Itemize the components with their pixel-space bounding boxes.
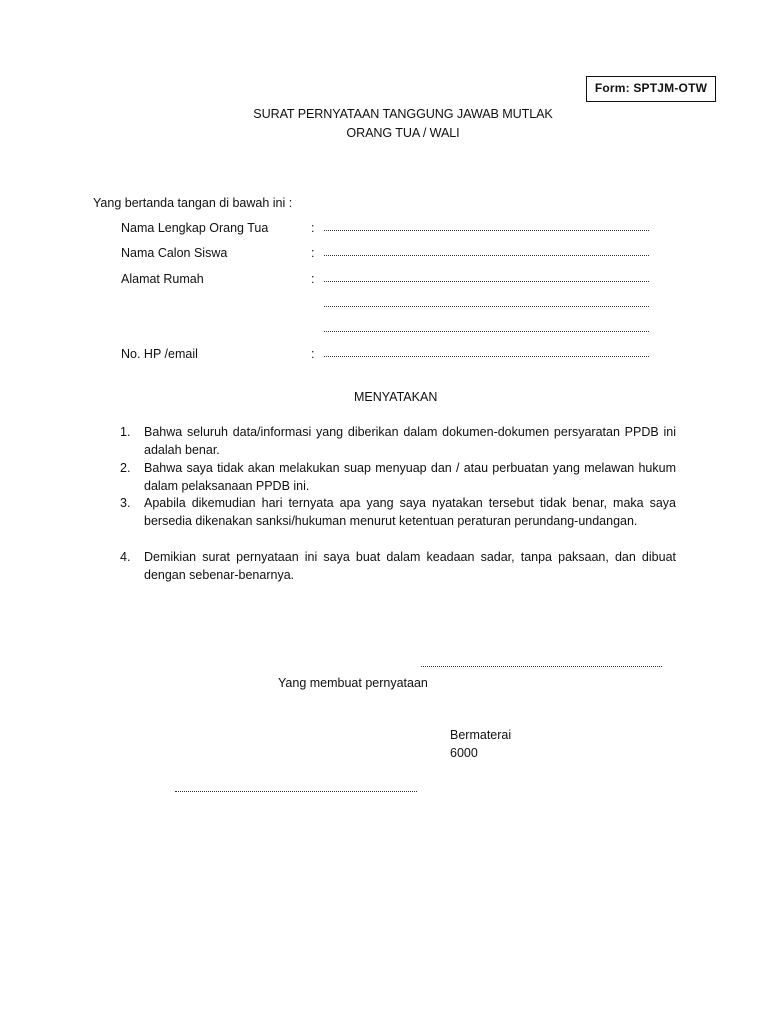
statement-number: 3. — [120, 496, 131, 510]
statement-item — [120, 549, 676, 585]
form-code-text: Form: SPTJM-OTW — [594, 81, 708, 95]
place-date-field[interactable] — [421, 666, 662, 667]
field-label-phone-email: No. HP /email — [121, 347, 198, 361]
field-colon: : — [311, 221, 315, 235]
statement-item — [120, 460, 676, 496]
statement-number: 2. — [120, 461, 131, 475]
parent-name-field[interactable] — [324, 230, 649, 231]
phone-email-field[interactable] — [324, 356, 649, 357]
statement-text: Demikian surat pernyataan ini saya buat dalam keadaan sadar, tanpa paksaan, dan dibuat dengan sebenar-benarnya. — [144, 550, 676, 582]
stamp-label-line-2: 6000 — [450, 746, 478, 760]
title-line-2: ORANG TUA / WALI — [346, 126, 460, 140]
field-colon: : — [311, 347, 315, 361]
field-colon: : — [311, 246, 315, 260]
intro-text: Yang bertanda tangan di bawah ini : — [93, 196, 293, 210]
field-label-address: Alamat Rumah — [121, 272, 204, 286]
statement-item — [120, 424, 676, 460]
field-label-student-name: Nama Calon Siswa — [121, 246, 228, 260]
form-code-box — [586, 76, 716, 102]
address-field-line-2[interactable] — [324, 306, 649, 307]
address-field-line-1[interactable] — [324, 281, 649, 282]
stamp-label-line-1: Bermaterai — [450, 728, 512, 742]
address-field-line-3[interactable] — [324, 331, 649, 332]
statement-maker-label: Yang membuat pernyataan — [278, 676, 428, 690]
field-label-parent-name: Nama Lengkap Orang Tua — [121, 221, 269, 235]
statement-text: Bahwa seluruh data/informasi yang diberikan dalam dokumen-dokumen persyaratan PPDB ini adalah benar. — [144, 425, 676, 457]
statement-item — [120, 495, 676, 531]
title-line-1: SURAT PERNYATAAN TANGGUNG JAWAB MUTLAK — [253, 107, 553, 121]
student-name-field[interactable] — [324, 255, 649, 256]
field-colon: : — [311, 272, 315, 286]
statement-number: 1. — [120, 425, 131, 439]
statement-heading: MENYATAKAN — [354, 390, 438, 404]
statement-text: Apabila dikemudian hari ternyata apa yang saya nyatakan tersebut tidak benar, maka saya bersedia dikenakan sanksi/hukuman menurut ketentuan peraturan perundang-undangan. — [144, 496, 676, 528]
statement-number: 4. — [120, 550, 131, 564]
statement-text: Bahwa saya tidak akan melakukan suap menyuap dan / atau perbuatan yang melawan hukum dalam pelaksanaan PPDB ini. — [144, 461, 676, 493]
signature-name-field[interactable] — [175, 791, 417, 792]
